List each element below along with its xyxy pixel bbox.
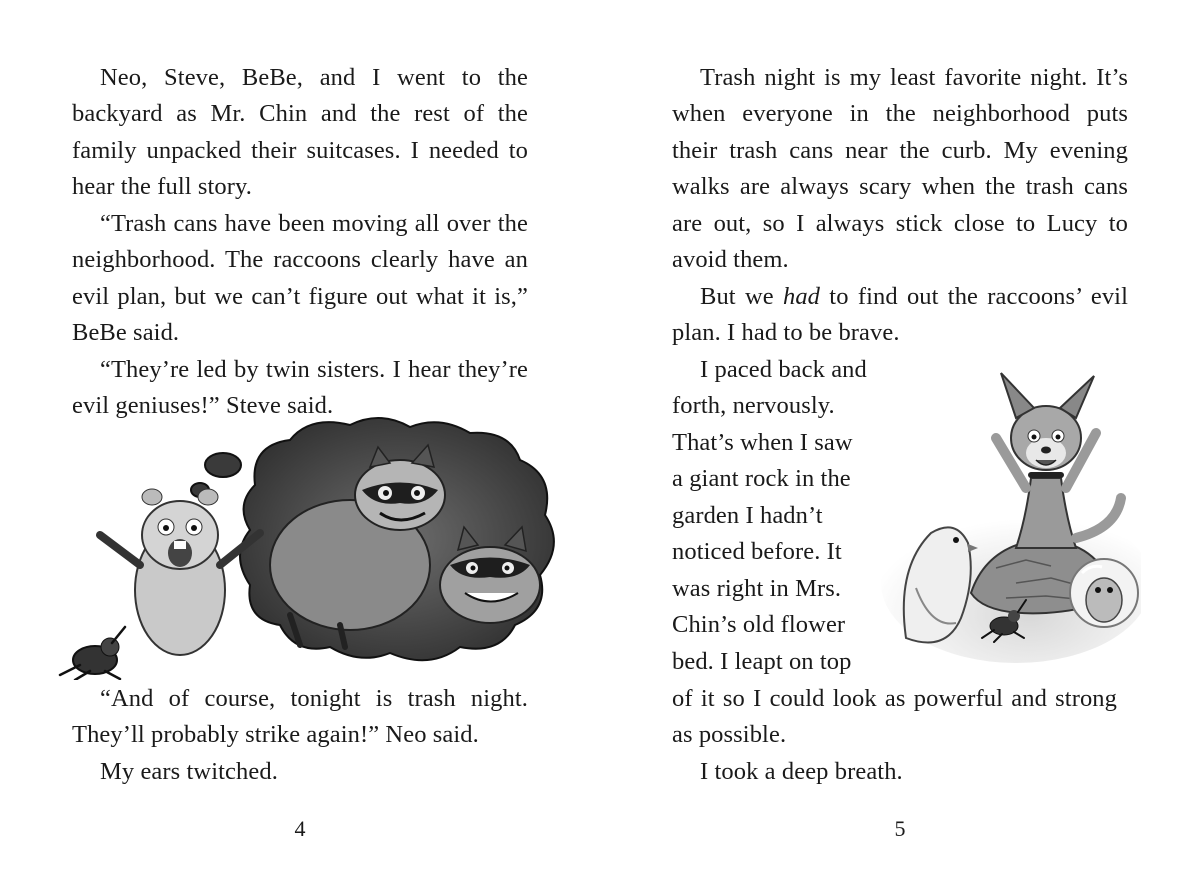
text-line: of it so I could look as powerful and strong <box>672 685 1117 712</box>
raccoons-thought-illustration <box>40 415 560 680</box>
text-line: They’ll probably strike again!” Neo said. <box>72 721 479 748</box>
text-line: bed. I leapt on top <box>672 648 852 675</box>
page-number: 4 <box>294 816 306 841</box>
text-line: evil geniuses!” Steve said. <box>72 392 334 419</box>
right-page <box>600 0 1200 872</box>
text-line: Neo, Steve, BeBe, and I went to the <box>100 64 528 91</box>
thought-dot <box>205 453 241 477</box>
text-line: evil plan, but we can’t figure out what it is,” <box>72 283 528 310</box>
page-number: 5 <box>894 816 906 841</box>
text-line: walks are always scary when the trash cans <box>672 173 1128 200</box>
text-line: BeBe said. <box>72 319 180 346</box>
text-line: backyard as Mr. Chin and the rest of the <box>72 100 528 127</box>
text-segment: to find out the raccoons’ evil <box>820 283 1128 310</box>
text-line: I took a deep breath. <box>700 758 903 785</box>
text-line: plan. I had to be brave. <box>672 319 900 346</box>
dog-on-rock-illustration <box>876 368 1141 666</box>
text-line: a giant rock in the <box>672 465 851 492</box>
text-line: “Trash cans have been moving all over the <box>100 210 528 237</box>
text-line: Chin’s old flower <box>672 611 846 638</box>
hamster-in-bubble <box>1070 559 1138 627</box>
text-line: “They’re led by twin sisters. I hear they’re <box>100 356 528 383</box>
text-line: That’s when I saw <box>672 429 853 456</box>
text-line: are out, so I always stick close to Lucy to <box>672 210 1128 237</box>
text-line: when everyone in the neighborhood puts <box>672 100 1128 127</box>
text-line: family unpacked their suitcases. I needed to <box>72 137 528 164</box>
text-line: My ears twitched. <box>100 758 278 785</box>
text-segment: But we <box>700 283 783 310</box>
text-line: noticed before. It <box>672 538 842 565</box>
text-line: their trash cans near the curb. My evening <box>672 137 1128 164</box>
emphasis-word: had <box>782 283 821 310</box>
text-line: forth, nervously. <box>672 392 835 419</box>
text-line: hear the full story. <box>72 173 253 200</box>
beetle-character <box>60 627 125 680</box>
text-line: as possible. <box>672 721 787 748</box>
text-line: garden I hadn’t <box>672 502 823 529</box>
text-line: “And of course, tonight is trash night. <box>100 685 528 712</box>
text-line: I paced back and <box>700 356 867 383</box>
text-line <box>700 279 1128 315</box>
text-line: was right in Mrs. <box>672 575 842 602</box>
text-line: neighborhood. The raccoons clearly have an <box>72 246 528 273</box>
text-line: avoid them. <box>672 246 789 273</box>
text-line: Trash night is my least favorite night. It’s <box>700 64 1128 91</box>
